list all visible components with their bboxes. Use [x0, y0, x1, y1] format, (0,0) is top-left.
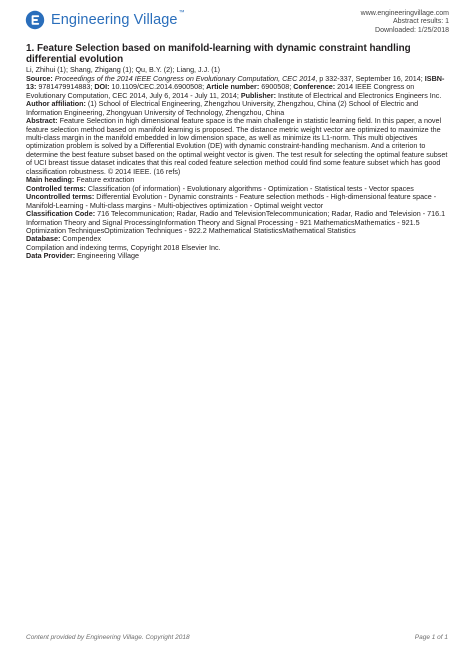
affiliation-value: (1) School of Electrical Engineering, Zhengzhou University, Zhengzhou, China (2) School of Electric and Information Engineering, Zhongyuan University of Technology, Zhengzhou, China: [26, 99, 419, 117]
source-pages: , p 332-337, September 16, 2014;: [315, 73, 423, 83]
main-heading-value: Feature extraction: [76, 175, 135, 185]
isbn-label: ISBN-13:: [26, 73, 445, 92]
classification-code-line: [26, 210, 450, 235]
publisher-label: Publisher:: [240, 90, 276, 100]
database-label: Database:: [26, 234, 61, 244]
doi-value: 10.1109/CEC.2014.6900508;: [111, 82, 205, 92]
site-url: www.engineeringvillage.com: [360, 10, 449, 17]
abstract-label: Abstract:: [26, 116, 58, 126]
publisher-value: Institute of Electrical and Electronics Engineers Inc.: [277, 90, 442, 100]
data-provider-line: [26, 252, 450, 260]
uncontrolled-terms-label: Uncontrolled terms:: [26, 192, 95, 202]
classification-code-value: 716 Telecommunication; Radar, Radio and TelevisionTelecommunication; Radar, Radio and Television - 716.1 Information Theory and Signal ProcessingInformation Theory and Signal Processing - 921 MathematicsMathematics - 921.5 Optimization TechniquesOptimization Techniques - 922.2 Mathematical StatisticsMathematical Statistics: [26, 209, 446, 236]
classification-code-label: Classification Code:: [26, 209, 96, 219]
database-value: Compendex: [62, 234, 102, 244]
source-line: [26, 75, 450, 100]
controlled-terms-label: Controlled terms:: [26, 183, 86, 193]
engineering-village-logo[interactable]: [25, 10, 185, 30]
page-header: [0, 0, 474, 40]
compilation-line: Compilation and indexing terms, Copyright 2018 Elsevier Inc.: [26, 242, 221, 252]
data-provider-label: Data Provider:: [26, 251, 76, 261]
isbn-value: 9781479914883;: [38, 82, 93, 92]
footer-copyright: Content provided by Engineering Village. Copyright 2018: [26, 634, 190, 641]
record-content: [26, 43, 450, 261]
footer-page-number: Page 1 of 1: [414, 634, 448, 641]
authors-line: Li, Zhihui (1); Shang, Zhigang (1); Qu, B.Y. (2); Liang, J.J. (1): [26, 65, 221, 75]
main-heading-label: Main heading:: [26, 175, 75, 185]
source-title: Proceedings of the 2014 IEEE Congress on Evolutionary Computation, CEC 2014: [54, 73, 316, 83]
affiliation-line: [26, 100, 450, 117]
controlled-terms-value: Classification (of information) - Evolutionary algorithms - Optimization - Statistical tests - Vector spaces: [87, 183, 414, 193]
logo-text: Engineering Village™: [51, 10, 185, 28]
abstract-text: Feature Selection in high dimensional feature space is the main challenge in statistic learning field. In this paper, a novel feature selection method based on manifold learning is proposed. The distance metric weight vector are optimized to maximize the multi-class margin in the manifold embedded in low dimension space, as well as minimize its L1-norm. This multi objectives optimization problem is solved by a Differential Evolution (DE) with dynamic constraint-handling mechanism. And a criterion to determine the best feature subset based on the optimal weight vector is given. The test result for selecting the optimal feature subset of UCI breast tissue dataset indicates that this real coded feature selection method could find some feature subset which has good classification robustness. © 2014 IEEE. (16 refs): [26, 116, 448, 176]
uncontrolled-terms-line: [26, 193, 450, 210]
ev-logo-icon: [25, 10, 45, 30]
export-meta: [361, 10, 449, 35]
article-number-value: 6900508;: [261, 82, 292, 92]
article-number-label: Article number:: [206, 82, 260, 92]
record-title: 1. Feature Selection based on manifold-learning with dynamic constraint handling differential evolution: [26, 43, 411, 66]
abstract-line: [26, 117, 450, 176]
affiliation-label: Author affiliation:: [26, 99, 86, 109]
doi-label: DOI:: [94, 82, 110, 92]
conference-label: Conference:: [293, 82, 336, 92]
uncontrolled-terms-value: Differential Evolution - Dynamic constraints - Feature selection methods - High-dimensional feature space - Manifold-Learning - Multi-class margins - Multi-objectives optimization - Optimal weight vector: [26, 192, 437, 210]
download-date: Downloaded: 1/25/2018: [375, 26, 449, 34]
data-provider-value: Engineering Village: [77, 251, 139, 261]
conference-value: 2014 IEEE Congress on Evolutionary Computation, CEC 2014, July 6, 2014 - July 11, 2014;: [26, 82, 415, 100]
source-label: Source:: [26, 73, 53, 83]
abstract-results-count: Abstract results: 1: [392, 18, 449, 26]
